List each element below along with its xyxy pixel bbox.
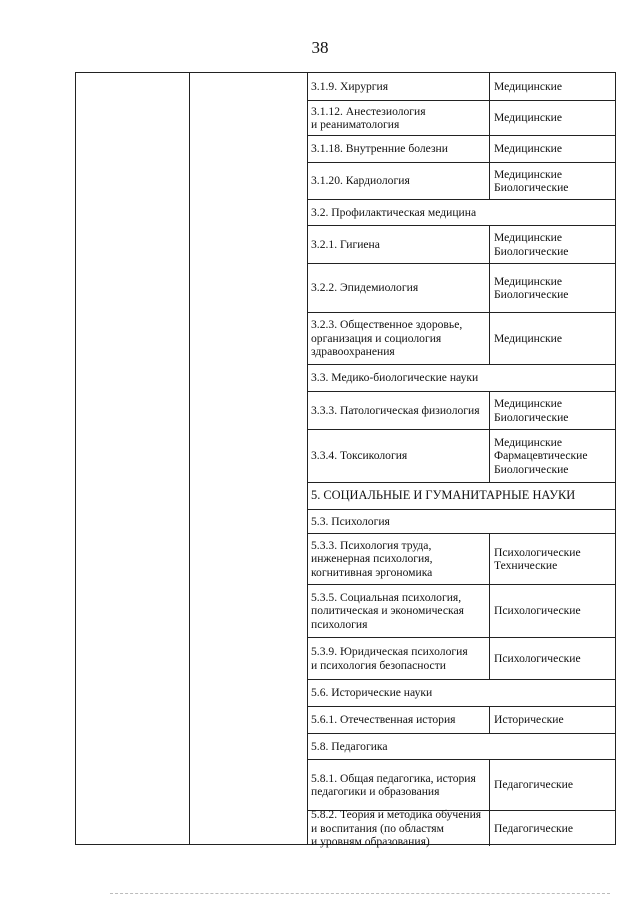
science-field: Психологические Технические — [494, 545, 581, 572]
specialty-name-cell — [307, 534, 490, 584]
section-header-row — [307, 200, 615, 226]
specialty-name: 3.3.3. Патологическая физиология — [311, 403, 480, 417]
science-field-cell — [490, 101, 615, 135]
specialty-name: 5.3.3. Психология труда, инженерная психология, когнитивная эргономика — [311, 538, 433, 579]
section-header-text: 5.3. Психология — [311, 514, 390, 528]
column-divider-1 — [189, 73, 190, 844]
section-header — [307, 680, 615, 706]
specialty-name-cell — [307, 430, 490, 482]
specialty-name: 3.1.18. Внутренние болезни — [311, 142, 448, 156]
specialty-name-cell — [307, 101, 490, 135]
specialty-name: 3.3.4. Токсикология — [311, 449, 408, 463]
specialty-name: 3.2.2. Эпидемиология — [311, 281, 419, 295]
specialty-name: 5.3.9. Юридическая психология и психология безопасности — [311, 645, 468, 672]
table-row — [307, 760, 615, 811]
table-row — [307, 226, 615, 264]
specialty-name: 3.1.9. Хирургия — [311, 79, 389, 93]
table-row — [307, 101, 615, 136]
specialty-name-cell — [307, 264, 490, 312]
specialty-name: 5.8.2. Теория и методика обучения и воспитания (по областям и уровням образования) — [311, 808, 482, 849]
specialty-name-cell — [307, 808, 490, 849]
specialty-name-cell — [307, 760, 490, 810]
table-row — [307, 73, 615, 101]
specialty-name-cell — [307, 226, 490, 263]
science-field: Медицинские — [494, 142, 562, 156]
science-field: Психологические — [494, 651, 581, 665]
science-field: Медицинские Биологические — [494, 397, 569, 424]
table-row — [307, 638, 615, 680]
specialty-table — [75, 72, 616, 849]
science-field-cell — [490, 313, 615, 364]
section-header — [307, 483, 615, 509]
specialty-name: 3.1.20. Кардиология — [311, 174, 410, 188]
science-field-cell — [490, 136, 615, 162]
specialty-name-cell — [307, 163, 490, 199]
table-row — [307, 264, 615, 313]
science-field: Медицинские Биологические — [494, 274, 569, 301]
specialty-name: 5.3.5. Социальная психология, политическая и экономическая психология — [311, 590, 464, 631]
table-rows — [307, 73, 615, 849]
specialty-name-cell — [307, 638, 490, 679]
science-field: Педагогические — [494, 778, 574, 792]
table-row — [307, 585, 615, 638]
table-row — [307, 707, 615, 734]
table-row — [307, 808, 615, 849]
scan-artifact-line — [110, 893, 610, 894]
section-header-row — [307, 365, 615, 392]
science-field: Педагогические — [494, 821, 574, 835]
science-field-cell — [490, 707, 615, 733]
section-header-text: 3.3. Медико-биологические науки — [311, 371, 479, 385]
science-field: Медицинские Биологические — [494, 231, 569, 258]
table-row — [307, 534, 615, 585]
science-field-cell — [490, 534, 615, 584]
section-header — [307, 365, 615, 391]
table-row — [307, 136, 615, 163]
science-field-cell — [490, 163, 615, 199]
section-header — [307, 734, 615, 759]
science-field-cell — [490, 585, 615, 637]
science-field-cell — [490, 392, 615, 429]
science-field: Медицинские — [494, 331, 562, 345]
table-row — [307, 430, 615, 483]
science-field: Исторические — [494, 713, 564, 727]
specialty-name: 3.2.1. Гигиена — [311, 237, 380, 251]
section-header-text: 5. СОЦИАЛЬНЫЕ И ГУМАНИТАРНЫЕ НАУКИ — [311, 488, 576, 503]
section-header-text: 5.6. Исторические науки — [311, 686, 433, 700]
section-header-text: 5.8. Педагогика — [311, 739, 388, 753]
specialty-name-cell — [307, 585, 490, 637]
section-header — [307, 510, 615, 533]
science-field: Психологические — [494, 604, 581, 618]
section-header-text: 3.2. Профилактическая медицина — [311, 205, 477, 219]
specialty-name: 5.8.1. Общая педагогика, история педагогики и образования — [311, 771, 476, 798]
section-header-row — [307, 680, 615, 707]
science-field: Медицинские — [494, 79, 562, 93]
science-field-cell — [490, 811, 615, 846]
science-field: Медицинские Фармацевтические Биологические — [494, 435, 588, 476]
section-header-row — [307, 734, 615, 760]
specialty-name-cell — [307, 73, 490, 100]
specialty-name: 3.2.3. Общественное здоровье, организация и социология здравоохранения — [311, 318, 463, 359]
section-header — [307, 200, 615, 225]
table-row — [307, 392, 615, 430]
science-field-cell — [490, 430, 615, 482]
science-field: Медицинские Биологические — [494, 167, 569, 194]
table-row — [307, 313, 615, 365]
science-field-cell — [490, 226, 615, 263]
table-row — [307, 163, 615, 200]
science-field-cell — [490, 760, 615, 810]
specialty-name-cell — [307, 707, 490, 733]
specialty-name-cell — [307, 313, 490, 364]
science-field-cell — [490, 264, 615, 312]
specialty-name-cell — [307, 136, 490, 162]
specialty-name-cell — [307, 392, 490, 429]
section-header-row — [307, 483, 615, 510]
specialty-name: 3.1.12. Анестезиология и реаниматология — [311, 104, 426, 131]
science-field-cell — [490, 638, 615, 679]
page-number: 38 — [311, 38, 329, 57]
science-field: Медицинские — [494, 111, 562, 125]
specialty-name: 5.6.1. Отечественная история — [311, 713, 456, 727]
section-header-row — [307, 510, 615, 534]
science-field-cell — [490, 73, 615, 100]
